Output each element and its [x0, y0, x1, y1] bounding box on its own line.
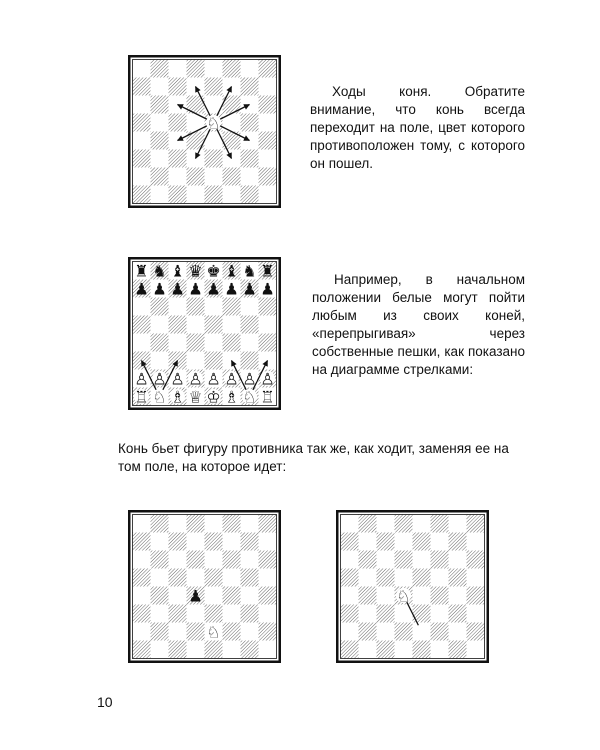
paragraph-initial-position: Например, в начальном положении белые могут пойти любым из своих коней, «перепрыгивая» через собственные пешки, как показано на диаграмме стрелками: [312, 272, 525, 377]
dark-square [205, 533, 223, 551]
black-pawn-icon: ♟ [170, 279, 185, 299]
dark-square [151, 515, 169, 533]
diagram-capture-after [336, 510, 489, 663]
dark-square [241, 641, 259, 659]
dark-square [259, 168, 277, 186]
white-knight-icon: ♘ [242, 387, 257, 407]
dark-square [359, 551, 377, 569]
black-pawn-icon: ♟ [188, 586, 203, 606]
paragraph-capture: Конь бьет фигуру противника так же, как ходит, заменяя ее на том поле, на которое идет: [118, 441, 509, 474]
white-pawn-icon: ♙ [224, 369, 239, 389]
dark-square [341, 641, 359, 659]
black-bishop-icon: ♝ [170, 261, 185, 281]
chessboard [128, 55, 281, 208]
dark-square [377, 605, 395, 623]
dark-square [187, 168, 205, 186]
dark-square [169, 150, 187, 168]
dark-square [241, 605, 259, 623]
black-pawn-icon: ♟ [152, 279, 167, 299]
white-knight-icon: ♘ [152, 387, 167, 407]
dark-square [187, 551, 205, 569]
dark-square [151, 132, 169, 150]
black-queen-icon: ♛ [188, 261, 203, 281]
dark-square [223, 623, 241, 641]
dark-square [151, 334, 169, 352]
dark-square [449, 605, 467, 623]
diagram-initial-position [128, 257, 281, 410]
dark-square [169, 186, 187, 204]
dark-square [223, 168, 241, 186]
dark-square [241, 114, 259, 132]
dark-square [413, 569, 431, 587]
dark-square [169, 533, 187, 551]
black-pawn-icon: ♟ [260, 279, 275, 299]
dark-square [377, 641, 395, 659]
black-pawn-icon: ♟ [224, 279, 239, 299]
dark-square [377, 533, 395, 551]
dark-square [259, 551, 277, 569]
dark-square [359, 515, 377, 533]
dark-square [449, 569, 467, 587]
dark-square [449, 533, 467, 551]
dark-square [187, 334, 205, 352]
white-pawn-icon: ♙ [206, 369, 221, 389]
dark-square [259, 623, 277, 641]
dark-square [431, 551, 449, 569]
dark-square [187, 623, 205, 641]
dark-square [205, 641, 223, 659]
dark-square [467, 623, 485, 641]
dark-square [341, 569, 359, 587]
chessboard [336, 510, 489, 663]
dark-square [133, 186, 151, 204]
dark-square [169, 641, 187, 659]
dark-square [187, 515, 205, 533]
dark-square [151, 96, 169, 114]
diagram-capture-before [128, 510, 281, 663]
dark-square [133, 569, 151, 587]
dark-square [169, 114, 187, 132]
white-pawn-icon: ♙ [188, 369, 203, 389]
black-pawn-icon: ♟ [188, 279, 203, 299]
dark-square [241, 533, 259, 551]
dark-square [205, 316, 223, 334]
dark-square [241, 78, 259, 96]
dark-square [133, 533, 151, 551]
dark-square [223, 515, 241, 533]
dark-square [169, 605, 187, 623]
dark-square [431, 515, 449, 533]
paragraph-knight-moves: Ходы коня. Обратите внимание, что конь всегда переходит на поле, цвет которого противоположен тому, с которого он пошел. [310, 84, 525, 171]
dark-square [395, 551, 413, 569]
dark-square [133, 641, 151, 659]
black-king-icon: ♚ [206, 261, 221, 281]
white-queen-icon: ♕ [188, 387, 203, 407]
dark-square [259, 515, 277, 533]
dark-square [377, 569, 395, 587]
dark-square [151, 298, 169, 316]
black-knight-icon: ♞ [152, 261, 167, 281]
dark-square [259, 587, 277, 605]
dark-square [431, 587, 449, 605]
dark-square [413, 641, 431, 659]
white-bishop-icon: ♗ [170, 387, 185, 407]
dark-square [467, 515, 485, 533]
black-pawn-icon: ♟ [134, 279, 149, 299]
dark-square [169, 78, 187, 96]
white-pawn-icon: ♙ [152, 369, 167, 389]
black-rook-icon: ♜ [134, 261, 149, 281]
black-pawn-icon: ♟ [206, 279, 221, 299]
dark-square [241, 569, 259, 587]
dark-square [259, 96, 277, 114]
dark-square [151, 60, 169, 78]
dark-square [169, 569, 187, 587]
dark-square [467, 551, 485, 569]
dark-square [133, 114, 151, 132]
dark-square [151, 168, 169, 186]
white-pawn-icon: ♙ [134, 369, 149, 389]
dark-square [359, 623, 377, 641]
dark-square [205, 569, 223, 587]
white-knight-icon: ♘ [206, 622, 221, 642]
dark-square [223, 551, 241, 569]
dark-square [223, 587, 241, 605]
chessboard [128, 257, 281, 410]
chessboard [128, 510, 281, 663]
dark-square [187, 60, 205, 78]
diagram-knight-moves [128, 55, 281, 208]
dark-square [449, 641, 467, 659]
dark-square [151, 587, 169, 605]
dark-square [413, 533, 431, 551]
white-bishop-icon: ♗ [224, 387, 239, 407]
dark-square [223, 298, 241, 316]
dark-square [205, 352, 223, 370]
dark-square [151, 623, 169, 641]
white-rook-icon: ♖ [134, 387, 149, 407]
dark-square [205, 186, 223, 204]
dark-square [241, 186, 259, 204]
white-knight-icon: ♘ [396, 586, 411, 606]
white-king-icon: ♔ [206, 387, 221, 407]
dark-square [259, 132, 277, 150]
dark-square [205, 150, 223, 168]
black-pawn-icon: ♟ [242, 279, 257, 299]
dark-square [395, 515, 413, 533]
dark-square [187, 298, 205, 316]
dark-square [241, 352, 259, 370]
black-bishop-icon: ♝ [224, 261, 239, 281]
dark-square [359, 587, 377, 605]
dark-square [467, 587, 485, 605]
white-pawn-icon: ♙ [242, 369, 257, 389]
dark-square [151, 551, 169, 569]
dark-square [133, 605, 151, 623]
dark-square [223, 334, 241, 352]
dark-square [259, 334, 277, 352]
dark-square [133, 316, 151, 334]
dark-square [205, 605, 223, 623]
dark-square [133, 150, 151, 168]
dark-square [341, 533, 359, 551]
dark-square [133, 78, 151, 96]
dark-square [395, 623, 413, 641]
black-knight-icon: ♞ [242, 261, 257, 281]
dark-square [169, 316, 187, 334]
dark-square [259, 60, 277, 78]
dark-square [223, 60, 241, 78]
white-pawn-icon: ♙ [260, 369, 275, 389]
black-rook-icon: ♜ [260, 261, 275, 281]
dark-square [341, 605, 359, 623]
dark-square [241, 150, 259, 168]
white-pawn-icon: ♙ [170, 369, 185, 389]
dark-square [259, 298, 277, 316]
white-rook-icon: ♖ [260, 387, 275, 407]
dark-square [205, 78, 223, 96]
white-knight-icon: ♘ [206, 113, 221, 133]
dark-square [431, 623, 449, 641]
dark-square [241, 316, 259, 334]
page-number: 10 [97, 694, 113, 710]
